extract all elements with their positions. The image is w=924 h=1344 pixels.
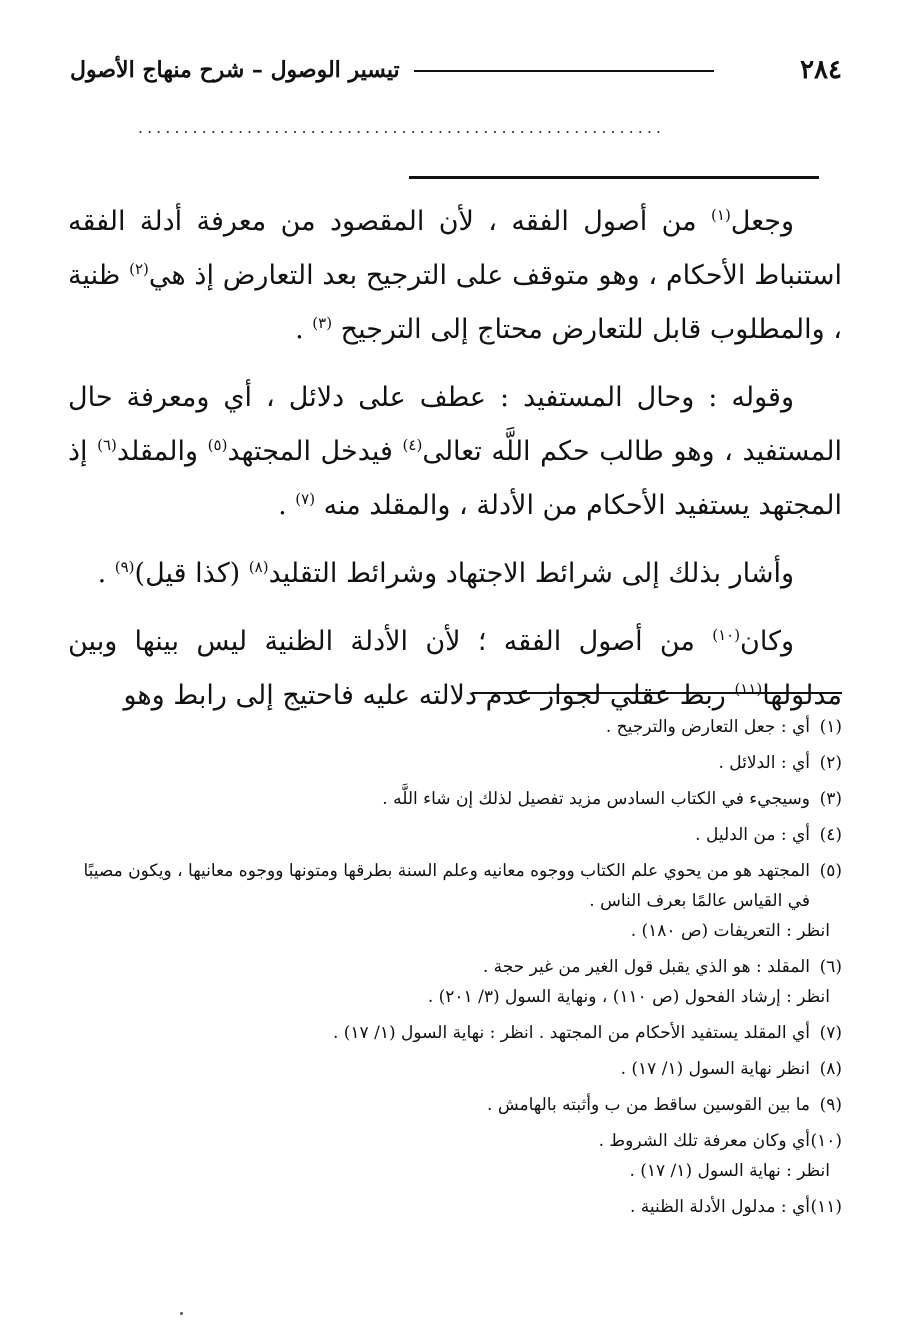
footnote-text: المجتهد هو من يحوي علم الكتاب ووجوه معانيه وعلم السنة بطرقها ومتونها ووجوه معانيها ، ويكون مصيبًا في القياس عالمًا بعرف الناس .	[83, 861, 810, 911]
footnote-text: أي : الدلائل .	[718, 753, 810, 773]
footnote-item	[68, 1192, 842, 1222]
footnote-item	[68, 1126, 842, 1186]
main-text	[68, 195, 842, 737]
footnote-source: انظر : التعريفات (ص ١٨٠) .	[630, 921, 830, 941]
footnote-number: (١١)	[810, 1197, 842, 1217]
footnote-rule	[472, 692, 842, 694]
paragraph-4	[68, 615, 842, 723]
footnote-text: المقلد : هو الذي يقبل قول الغير من غير حجة .	[482, 957, 810, 977]
footnote-item	[68, 748, 842, 778]
text-run: وقوله : وحال المستفيد : عطف على دلائل ، أي ومعرفة حال المستفيد ، وهو طالب حكم اللَّه تعالى	[68, 382, 843, 467]
footnote-text: انظر نهاية السول (١/ ١٧) .	[620, 1059, 810, 1079]
footnote-text: أي المقلد يستفيد الأحكام من المجتهد . انظر : نهاية السول (١/ ١٧) .	[332, 1023, 810, 1043]
footnote-ref: (٨)	[248, 558, 269, 576]
page-number: ٢٨٤	[800, 55, 842, 85]
footnote-ref: (٥)	[207, 436, 228, 454]
footnote-text: أي : مدلول الأدلة الظنية .	[629, 1197, 810, 1217]
footnote-item	[68, 856, 842, 946]
footnote-ref: (٣)	[312, 314, 333, 332]
text-run: والمقلد	[116, 436, 208, 467]
ellipsis-dots: ..........................................................	[138, 118, 665, 137]
paragraph-2	[68, 371, 842, 533]
footnote-number: (١٠)	[810, 1131, 842, 1151]
footnote-item	[68, 1054, 842, 1084]
text-run: من أصول الفقه ؛ لأن الأدلة الظنية ليس بينها وبين مدلولها	[68, 626, 842, 711]
footnote-item	[68, 712, 842, 742]
page-header	[70, 50, 842, 90]
footnote-item	[68, 952, 842, 1012]
footnote-ref: (٤)	[402, 436, 423, 454]
scan-speck	[180, 1312, 183, 1315]
footnote-ref: (٦)	[97, 436, 117, 454]
text-run: من أصول الفقه ، لأن المقصود من معرفة أدلة الفقه استنباط الأحكام ، وهو متوقف على الترجيح بعد التعارض إذ هي	[68, 206, 842, 291]
footnote-item	[68, 820, 842, 850]
text-run: وكان	[740, 626, 794, 657]
footnote-source: انظر : إرشاد الفحول (ص ١١٠) ، ونهاية السول (٣/ ٢٠١) .	[427, 987, 830, 1007]
footnote-text: وسيجيء في الكتاب السادس مزيد تفصيل لذلك إن شاء اللَّه .	[382, 789, 810, 809]
paragraph-1	[68, 195, 842, 357]
header-rule	[414, 70, 714, 72]
footnote-number: (٧)	[819, 1023, 842, 1043]
footnote-number: (٢)	[819, 753, 842, 773]
text-run: (كذا قيل)	[134, 558, 249, 589]
text-run: .	[97, 558, 115, 589]
footnote-text: أي : من الدليل .	[695, 825, 810, 845]
running-title: تيسير الوصول – شرح منهاج الأصول	[70, 57, 400, 83]
footnote-ref: (١٠)	[712, 626, 741, 644]
text-run: ربط عقلي لجواز عدم دلالته عليه فاحتيج إلى رابط وهو	[123, 680, 735, 711]
footnote-ref: (٧)	[295, 490, 316, 508]
footnote-number: (٤)	[819, 825, 842, 845]
footnote-item	[68, 784, 842, 814]
footnote-number: (٥)	[819, 861, 842, 881]
footnote-number: (٣)	[819, 789, 842, 809]
footnote-number: (٦)	[819, 957, 842, 977]
footnotes	[68, 712, 842, 1228]
footnote-ref: (١١)	[734, 680, 763, 698]
footnote-number: (٩)	[819, 1095, 842, 1115]
footnote-text: أي وكان معرفة تلك الشروط .	[598, 1131, 810, 1151]
footnote-number: (١)	[819, 717, 842, 737]
text-run: .	[295, 314, 313, 345]
footnote-ref: (٢)	[129, 260, 149, 278]
footnote-ref: (٩)	[114, 558, 135, 576]
footnote-text: أي : جعل التعارض والترجيح .	[605, 717, 810, 737]
footnote-text: ما بين القوسين ساقط من ب وأثبته بالهامش .	[487, 1095, 810, 1115]
section-rule	[409, 176, 819, 179]
paragraph-3	[68, 547, 842, 601]
text-run: فيدخل المجتهد	[227, 436, 403, 467]
text-run: وجعل	[730, 206, 794, 237]
text-run: ظنية ، والمطلوب قابل للتعارض محتاج إلى الترجيح	[68, 260, 842, 345]
footnote-ref: (١)	[711, 206, 731, 224]
footnote-number: (٨)	[819, 1059, 842, 1079]
text-run: إذ المجتهد يستفيد الأحكام من الأدلة ، والمقلد منه	[68, 436, 842, 521]
footnote-item	[68, 1090, 842, 1120]
text-run: وأشار بذلك إلى شرائط الاجتهاد وشرائط التقليد	[268, 558, 794, 589]
footnote-item	[68, 1018, 842, 1048]
footnote-source: انظر : نهاية السول (١/ ١٧) .	[629, 1161, 830, 1181]
text-run: .	[278, 490, 296, 521]
